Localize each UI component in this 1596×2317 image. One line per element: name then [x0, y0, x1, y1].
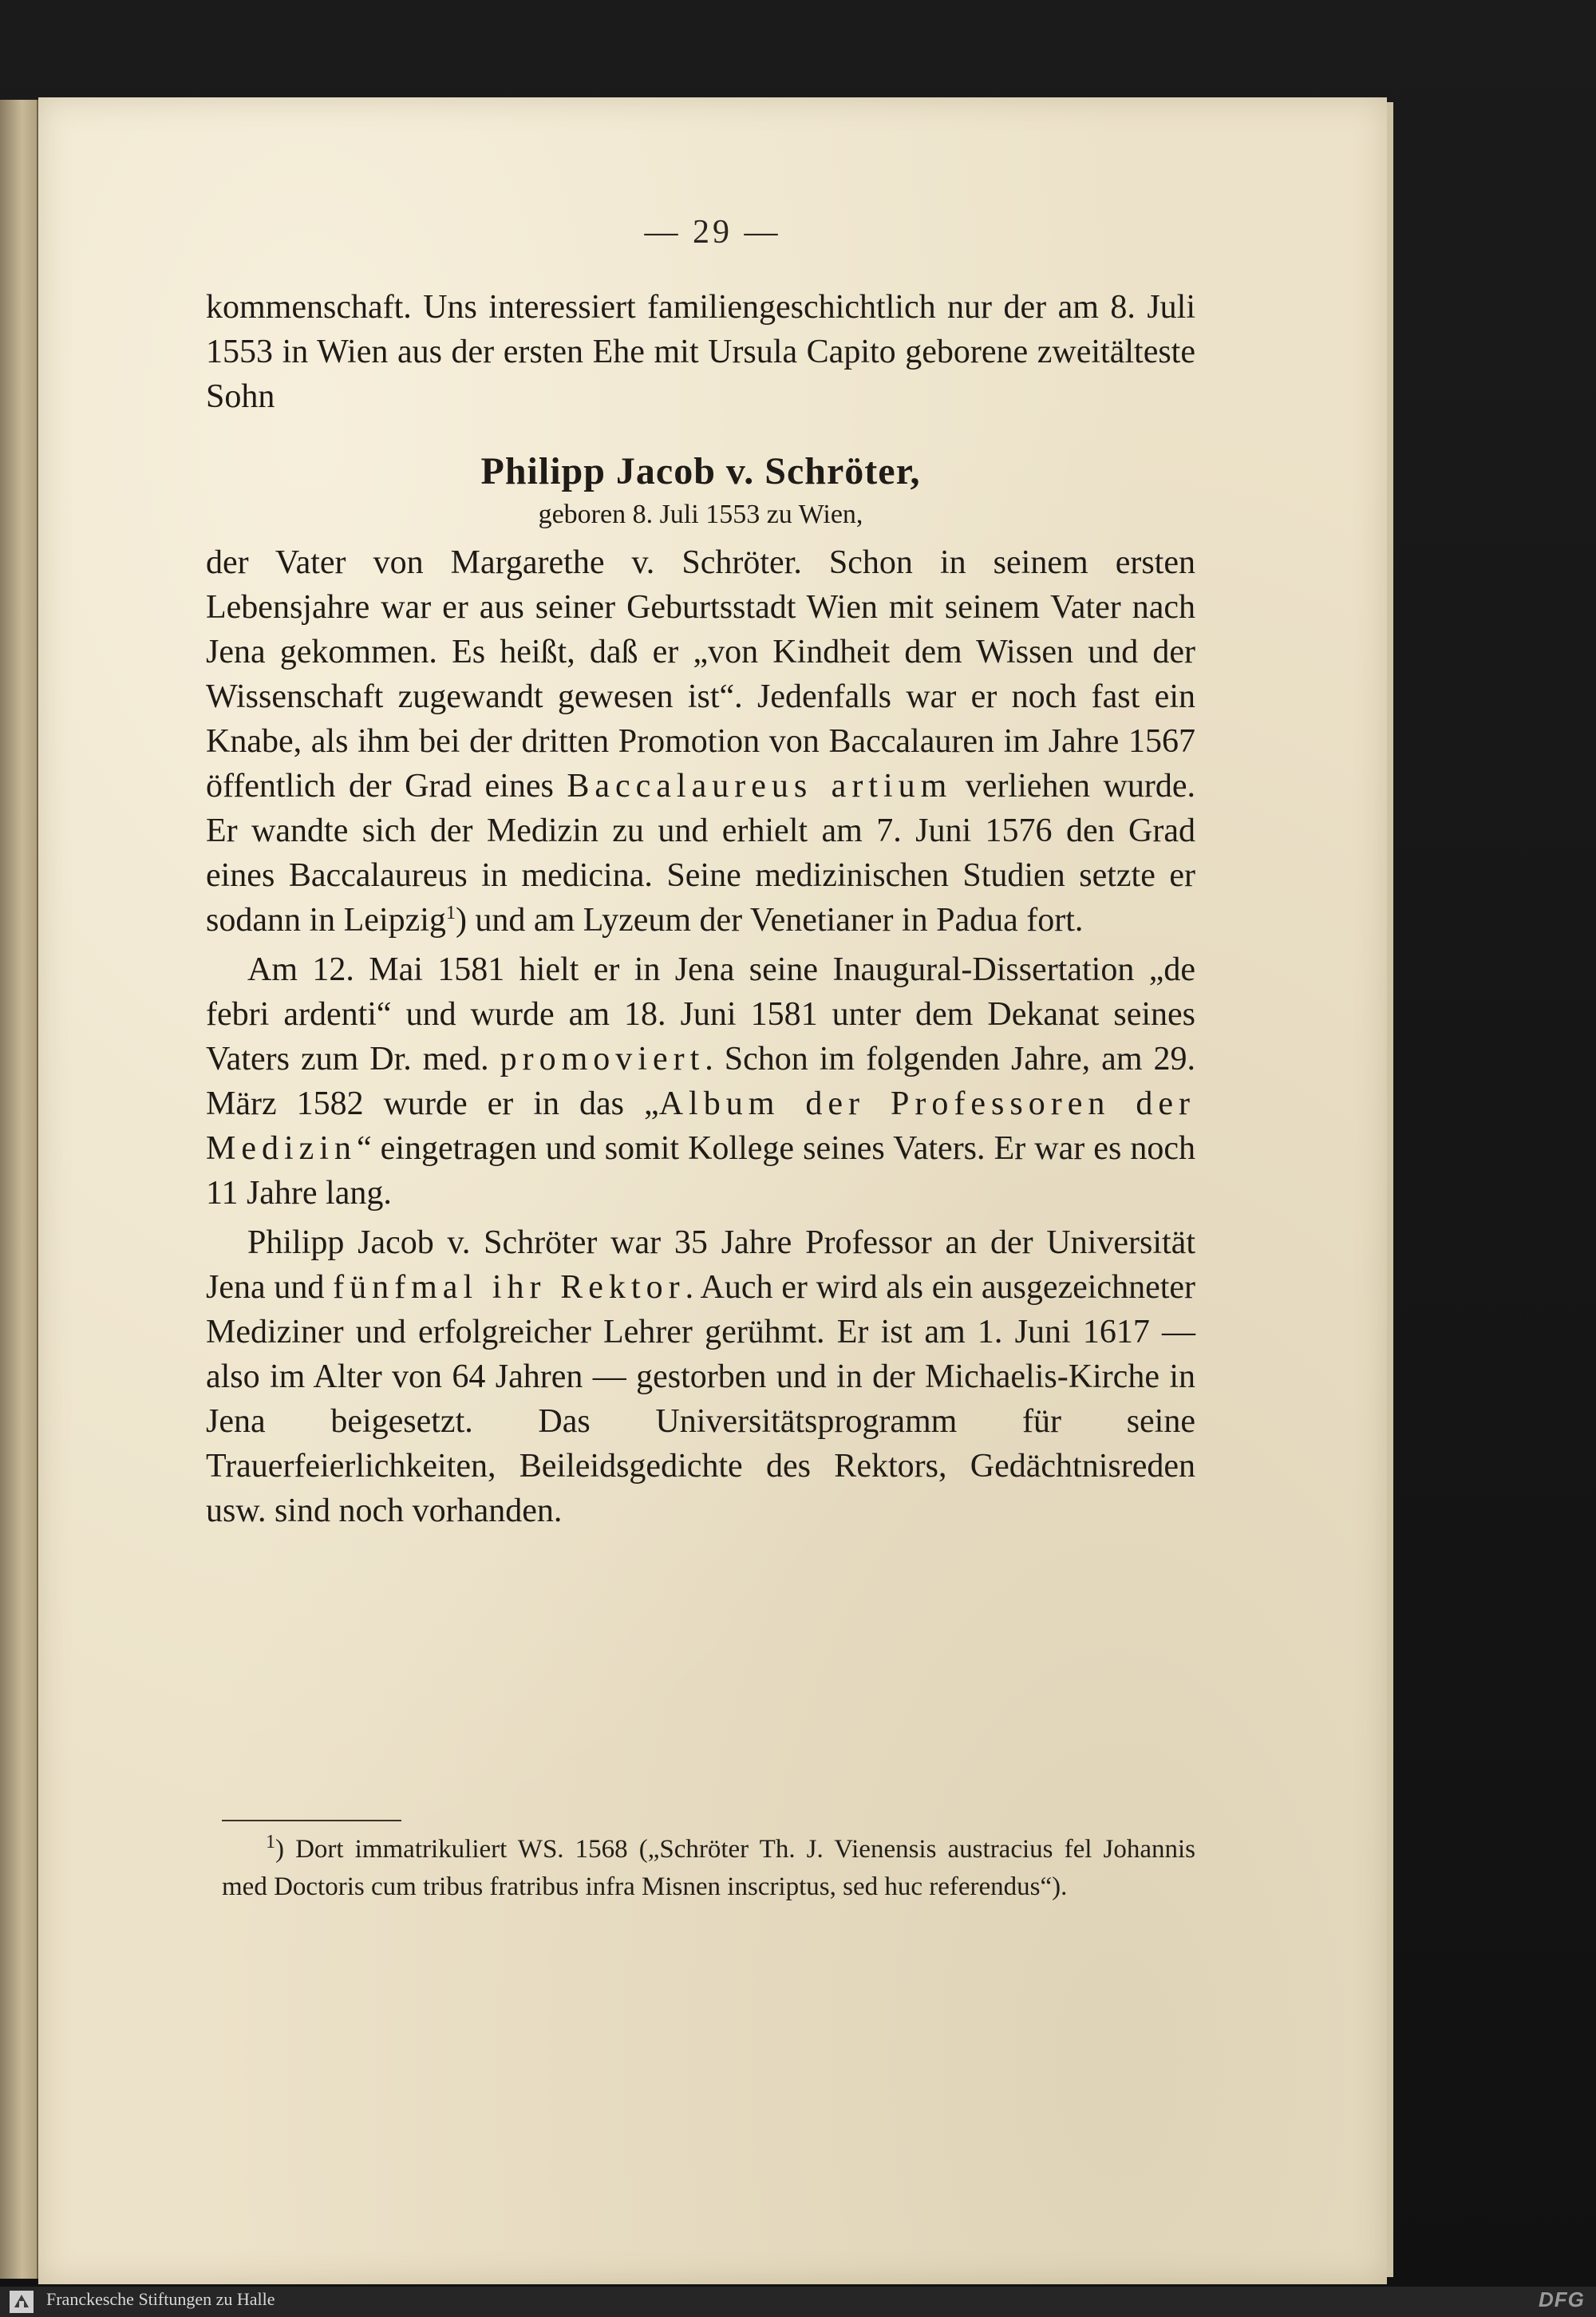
paragraph-1-text-b: verliehen wurde. Er wandte sich der Medizin zu und erhielt am 7. Juni 1576 den Grad eines Baccalaureus in medicina. Seine medizinischen Studien setzte er sodann in Leipzig — [206, 768, 1195, 939]
paragraph-1-text-a: der Vater von Margarethe v. Schröter. Schon in seinem ersten Lebensjahre war er aus seiner Geburtsstadt Wien mit seinem Vater nach Jena gekommen. Es heißt, daß er „von Kindheit dem Wissen und der Wissenschaft zugewandt gewesen ist“. Jedenfalls war er noch fast ein Knabe, als ihm bei der dritten Promotion von Baccalauren im Jahre 1567 öffentlich der Grad eines — [206, 544, 1195, 805]
paragraph-3-text-b: . Auch er wird als ein ausgezeichneter Mediziner und erfolgreicher Lehrer gerühmt. Er ist am 1. Juni 1617 — also im Alter von 64 Jahren — gestorben und in der Michaelis-Kirche in Jena beigesetzt. Das Universitätsprogramm für seine Trauerfeierlichkeiten, Beileidsgedichte des Rektors, Gedächtnisreden usw. sind noch vorhanden. — [206, 1269, 1196, 1529]
intro-paragraph: kommenschaft. Uns interessiert familiengeschichtlich nur der am 8. Juli 1553 in Wien aus der ersten Ehe mit Ursula Capito geborene zweitälteste Sohn — [206, 289, 1195, 415]
paragraph-2-text-c: “ eingetragen und somit Kollege seines Vaters. Er war es noch 11 Jahre lang. — [206, 1130, 1195, 1212]
crest-icon — [8, 2290, 35, 2314]
paragraph-2-spaced-b: Album der Professoren der Medizin — [206, 1085, 1195, 1167]
footnote-text: ) Dort immatrikuliert WS. 1568 („Schröter Th. J. Vienensis austracius fel Johannis med Doctoris cum tribus fratribus infra Misnen inscriptus, sed huc referendus“). — [222, 1835, 1195, 1901]
page-edge — [1387, 102, 1393, 2277]
footnote-divider — [222, 1820, 401, 1821]
institution-label: Franckesche Stiftungen zu Halle — [46, 2289, 275, 2309]
footnote-mark: 1 — [266, 1832, 275, 1852]
paragraph-3-text-a: Philipp Jacob v. Schröter war 35 Jahre Professor an der Universität Jena und — [206, 1224, 1195, 1306]
facing-page-edge — [0, 100, 39, 2279]
paragraph-3-spaced: fünfmal ihr Rektor — [333, 1269, 685, 1306]
page-number: — 29 — — [644, 214, 781, 251]
paragraph-2-spaced-a: promoviert — [500, 1041, 705, 1077]
paragraph-2 — [206, 947, 1195, 1216]
footnote-reference: 1 — [445, 903, 456, 923]
paragraph-2-text-b: . Schon im folgenden Jahre, am 29. März 1582 wurde er in das „ — [206, 1041, 1195, 1122]
book-page — [38, 97, 1387, 2284]
paragraph-1 — [206, 540, 1195, 943]
footnote — [222, 1831, 1195, 1906]
paragraph-3 — [206, 1220, 1195, 1533]
main-text — [206, 285, 1195, 1533]
person-heading: Philipp Jacob v. Schröter, — [480, 450, 921, 492]
paragraph-2-text-a: Am 12. Mai 1581 hielt er in Jena seine Inaugural-Dissertation „de febri ardenti“ und wurde am 18. Juni 1581 unter dem Dekanat seines Vaters zum Dr. med. — [206, 951, 1195, 1077]
paragraph-1-spaced: Baccalaureus artium — [567, 768, 953, 805]
dfg-logo: DFG — [1539, 2287, 1585, 2311]
paragraph-1-text-c: ) und am Lyzeum der Venetianer in Padua fort. — [455, 902, 1084, 939]
birth-subheading: geboren 8. Juli 1553 zu Wien, — [538, 500, 863, 529]
